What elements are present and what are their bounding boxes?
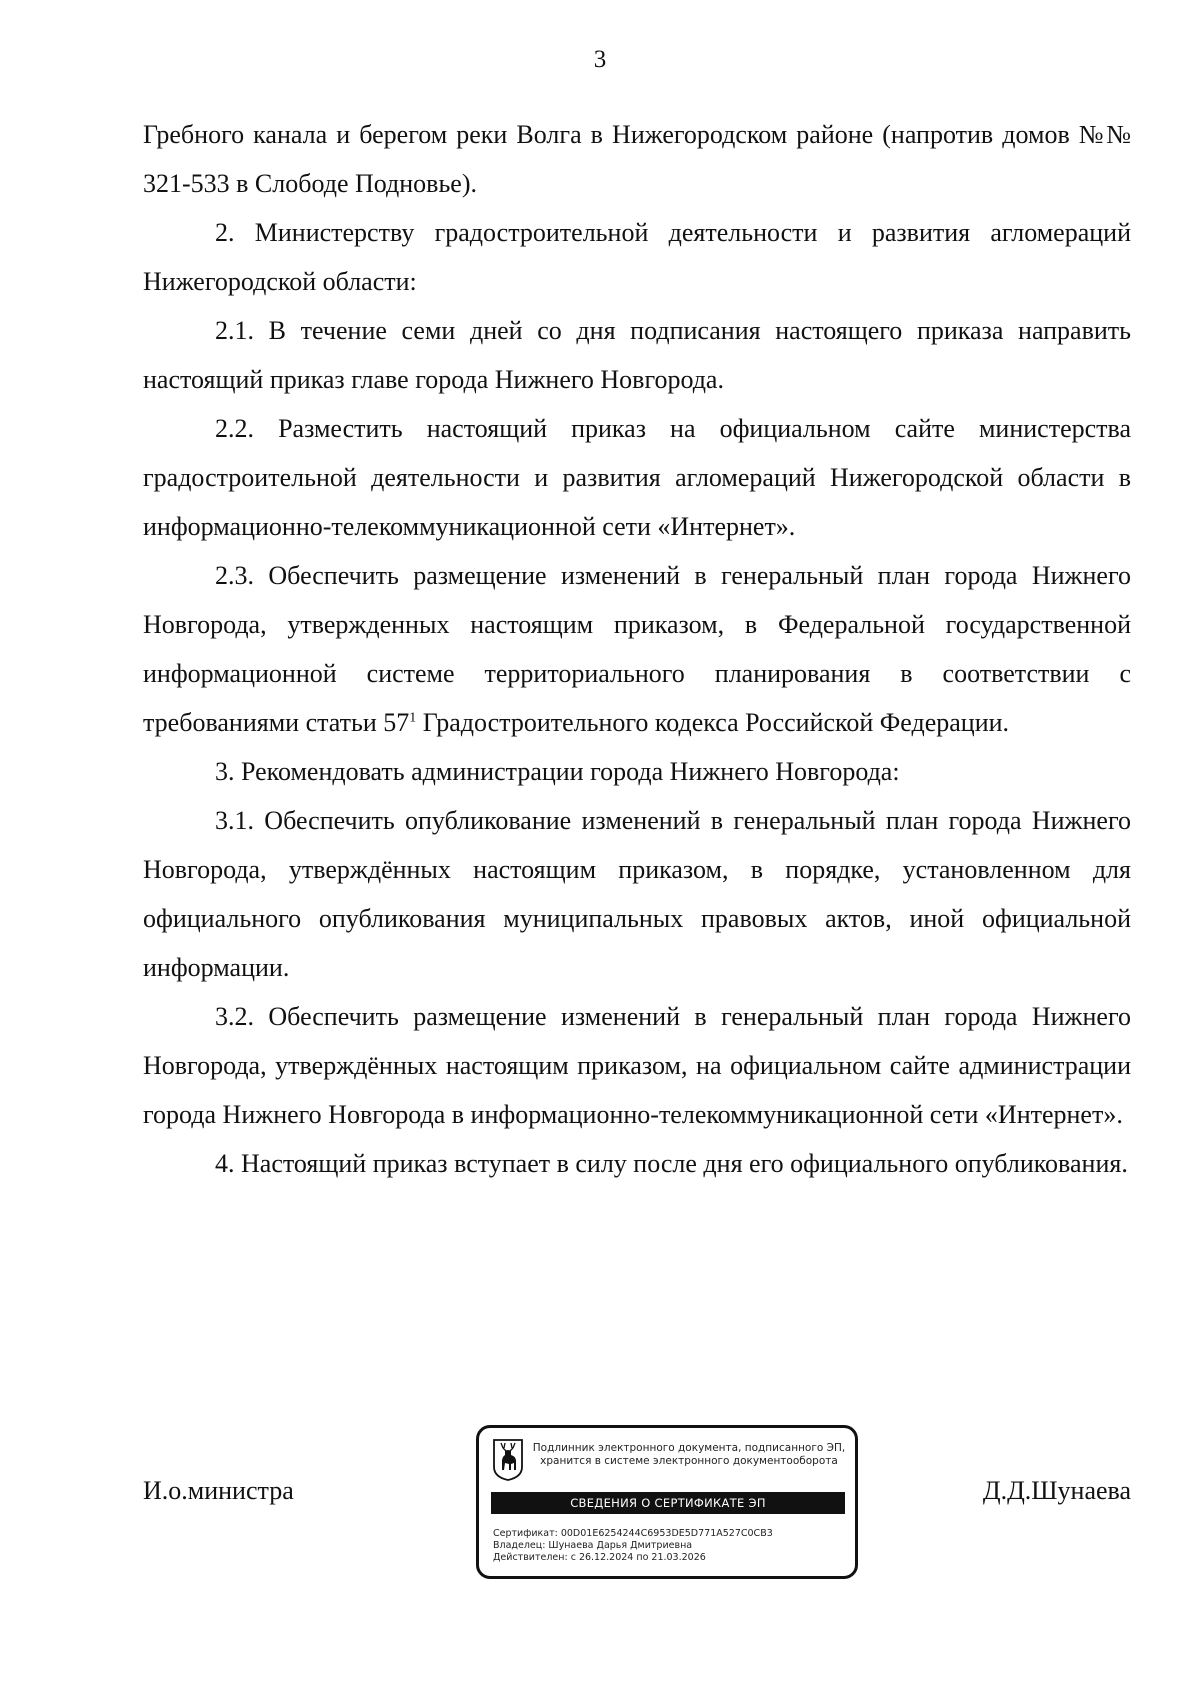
paragraph-item-3-2: 3.2. Обеспечить размещение изменений в генеральный план города Нижнего Новгорода, утверждённых настоящим приказом, на официальном сайте администрации города Нижнего Новгорода в информационно-телекоммуникационной сети «Интернет». (143, 1002, 1131, 1129)
signatory-position: И.о.министра (143, 1476, 294, 1505)
paragraph-item-4: 4. Настоящий приказ вступает в силу после дня его официального опубликования. (215, 1149, 1128, 1178)
page-number: 3 (593, 46, 607, 73)
paragraph-item-2-3-tail: Градостроительного кодекса Российской Федерации. (416, 708, 1010, 737)
electronic-signature-stamp (476, 1425, 858, 1579)
stamp-title-bar: СВЕДЕНИЯ О СЕРТИФИКАТЕ ЭП (491, 1492, 845, 1514)
certificate-serial: Сертификат: 00D01E6254244C6953DE5D771A527C0CB3 (493, 1528, 773, 1539)
paragraph-continuation: Гребного канала и берегом реки Волга в Нижегородском районе (напротив домов №№ 321-533 в Слободе Подновье). (143, 120, 1131, 198)
article-superscript: 1 (409, 710, 417, 726)
signatory-name: Д.Д.Шунаева (982, 1476, 1131, 1505)
deer-emblem-icon (493, 1439, 523, 1481)
paragraph-item-2-3 (143, 551, 1131, 747)
certificate-validity: Действителен: с 26.12.2024 по 21.03.2026 (493, 1552, 706, 1563)
paragraph-item-2-3-text: 2.3. Обеспечить размещение изменений в генеральный план города Нижнего Новгорода, утвержденных настоящим приказом, в Федеральной государственной информационной системе территориального планирования в соответствии с требованиями статьи 57 (143, 561, 1131, 737)
stamp-header (527, 1442, 851, 1468)
certificate-owner: Владелец: Шунаева Дарья Дмитриевна (493, 1540, 693, 1551)
paragraph-item-3: 3. Рекомендовать администрации города Нижнего Новгорода: (215, 757, 900, 786)
paragraph-item-2-1: 2.1. В течение семи дней со дня подписания настоящего приказа направить настоящий приказ главе города Нижнего Новгорода. (143, 316, 1131, 394)
paragraph-item-3-1: 3.1. Обеспечить опубликование изменений в генеральный план города Нижнего Новгорода, утверждённых настоящим приказом, в порядке, установленном для официального опубликования муниципальных правовых актов, иной официальной информации. (143, 806, 1131, 982)
paragraph-item-2: 2. Министерству градостроительной деятельности и развития агломераций Нижегородской области: (143, 218, 1131, 296)
stamp-header-line-1: Подлинник электронного документа, подписанного ЭП, (532, 1442, 846, 1454)
stamp-header-line-2: хранится в системе электронного документооборота (540, 1455, 838, 1467)
document-body (143, 110, 1131, 1188)
certificate-details (493, 1528, 849, 1564)
paragraph-item-2-2: 2.2. Разместить настоящий приказ на официальном сайте министерства градостроительной деятельности и развития агломераций Нижегородской области в информационно-телекоммуникационной сети «Интернет». (143, 414, 1131, 541)
